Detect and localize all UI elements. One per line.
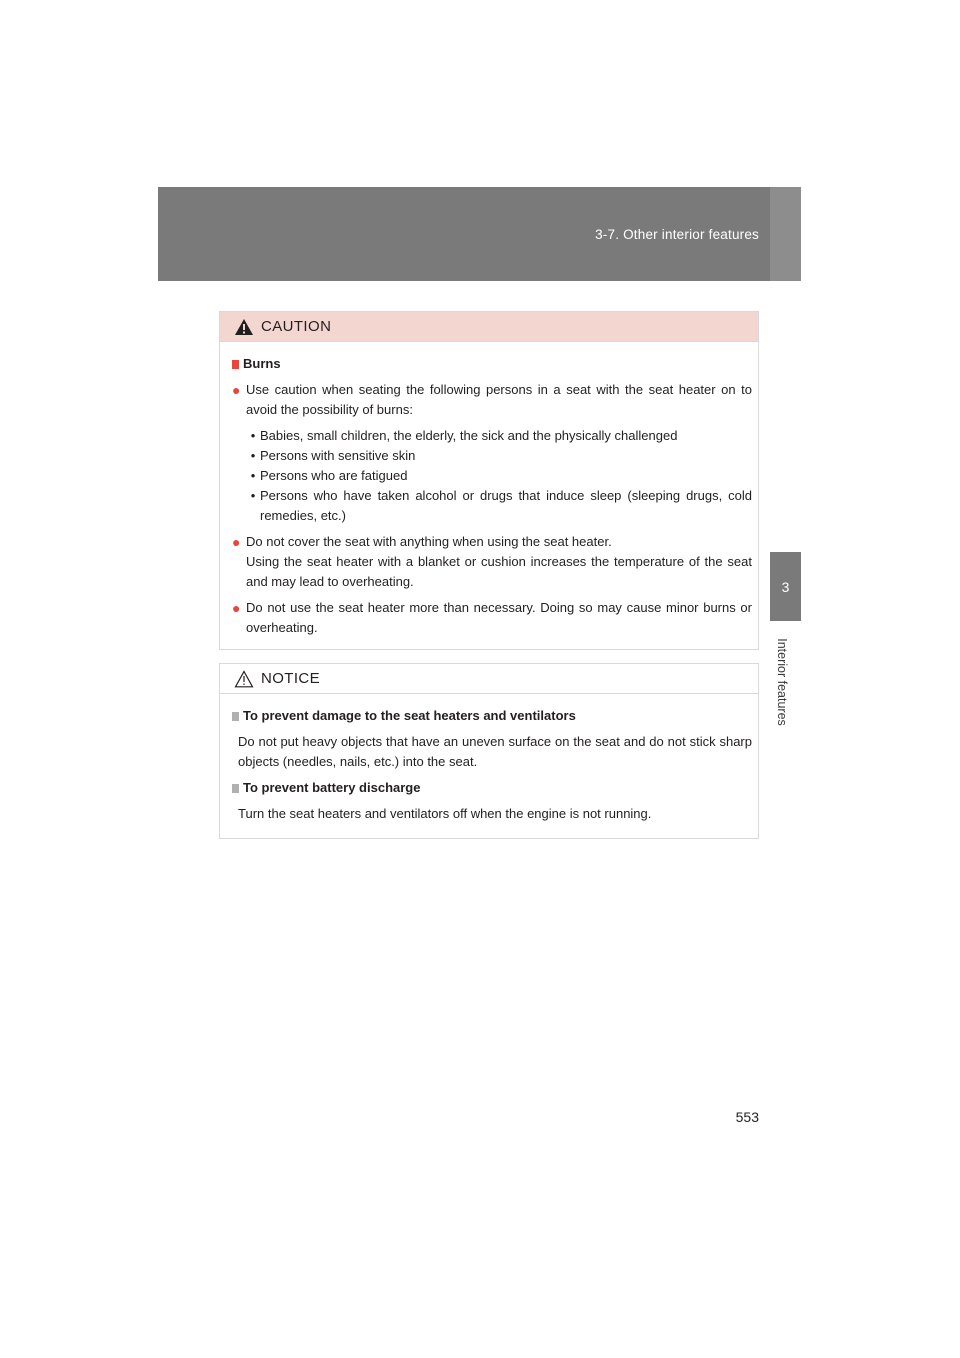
- notice-section-2-label: To prevent battery discharge: [243, 780, 421, 795]
- caution-bullet-3-text: Do not use the seat heater more than necessary. Doing so may cause minor burns or overheating.: [246, 600, 752, 635]
- notice-section-1-text: Do not put heavy objects that have an uneven surface on the seat and do not stick sharp objects (needles, nails, etc.) into the seat.: [238, 734, 752, 769]
- middle-dot-icon: •: [250, 488, 256, 503]
- caution-bullet-3: [232, 598, 752, 638]
- notice-section-2-title: [232, 778, 752, 798]
- notice-section-2-text: Turn the seat heaters and ventilators off when the engine is not running.: [238, 806, 652, 821]
- caution-bullet-1-text: Use caution when seating the following persons in a seat with the seat heater on to avoid the possibility of burns:: [246, 382, 752, 417]
- notice-box: [219, 663, 759, 839]
- square-bullet-icon: [232, 360, 239, 369]
- caution-bullet-2-line-1: Do not cover the seat with anything when using the seat heater.: [246, 534, 612, 549]
- middle-dot-icon: •: [250, 468, 256, 483]
- caution-header: [220, 312, 758, 342]
- notice-body: [220, 694, 758, 824]
- caution-bullet-2: [232, 532, 752, 592]
- list-item-text: Persons who have taken alcohol or drugs that induce sleep (sleeping drugs, cold remedies, etc.): [260, 488, 752, 523]
- bullet-dot-icon: ●: [232, 600, 241, 616]
- middle-dot-icon: •: [250, 428, 256, 443]
- caution-section-label: Burns: [243, 356, 281, 371]
- side-tab-top: [770, 187, 801, 281]
- warning-triangle-outline-icon: [234, 670, 254, 688]
- notice-header: [220, 664, 758, 694]
- page-header-bar: [158, 187, 801, 281]
- notice-section-1-label: To prevent damage to the seat heaters and ventilators: [243, 708, 576, 723]
- list-item-text: Babies, small children, the elderly, the sick and the physically challenged: [260, 428, 678, 443]
- list-item: [246, 486, 752, 526]
- list-item-text: Persons who are fatigued: [260, 468, 408, 483]
- chapter-label: [760, 630, 804, 734]
- notice-title: NOTICE: [261, 670, 321, 687]
- chapter-number: 3: [781, 578, 790, 595]
- section-title: 3-7. Other interior features: [595, 227, 759, 242]
- caution-title: CAUTION: [261, 318, 332, 335]
- caution-bullet-1: [232, 380, 752, 420]
- chapter-label-text: Interior features: [775, 638, 789, 726]
- caution-box: [219, 311, 759, 650]
- caution-body: [220, 342, 758, 638]
- square-bullet-icon: [232, 712, 239, 721]
- list-item: [246, 466, 752, 486]
- bullet-dot-icon: ●: [232, 534, 241, 550]
- list-item-text: Persons with sensitive skin: [260, 448, 416, 463]
- page-number: 553: [735, 1109, 759, 1125]
- list-item: [246, 446, 752, 466]
- list-item: [246, 426, 752, 446]
- caution-section-title: [232, 354, 752, 374]
- middle-dot-icon: •: [250, 448, 256, 463]
- caution-sublist: [232, 426, 752, 526]
- bullet-dot-icon: ●: [232, 382, 241, 398]
- caution-bullet-2-line-2: Using the seat heater with a blanket or cushion increases the temperature of the seat and may lead to overheating.: [246, 554, 752, 589]
- warning-triangle-icon: [234, 318, 254, 336]
- notice-section-1-title: [232, 706, 752, 726]
- chapter-number-tab: [770, 552, 801, 621]
- square-bullet-icon: [232, 784, 239, 793]
